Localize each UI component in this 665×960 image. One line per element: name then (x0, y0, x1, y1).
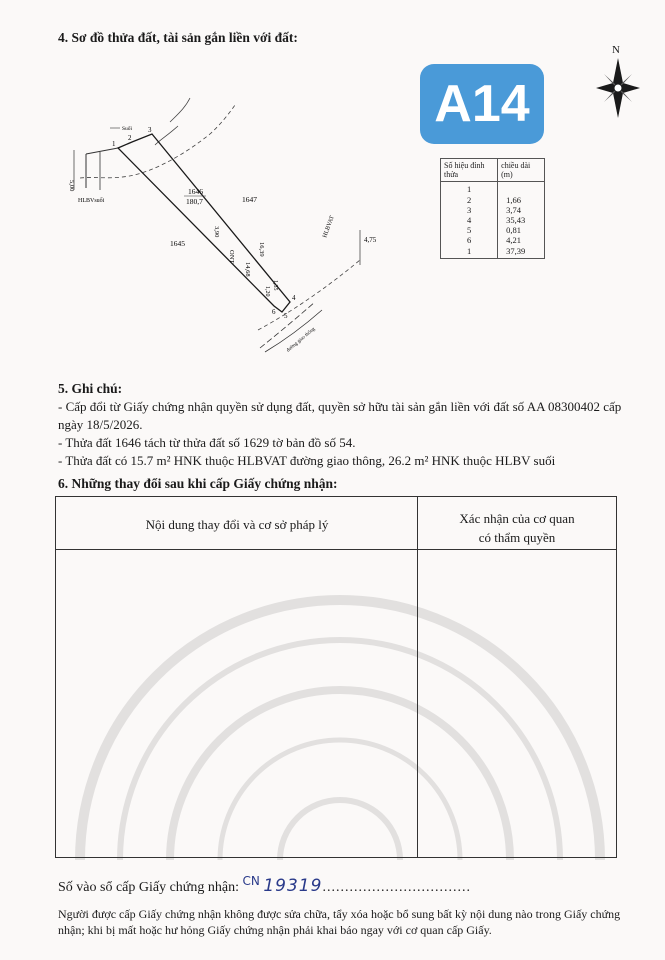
registry-dots: ................................. (322, 880, 471, 895)
registry-number: 19319 (263, 876, 323, 896)
page-badge: A14 (420, 64, 544, 144)
road-edge-1 (260, 302, 315, 348)
registry-prefix: CN (242, 874, 260, 888)
registry-line (58, 876, 471, 896)
stream-bank-line (170, 98, 190, 122)
dim-bottom-b: 1,35 (272, 280, 278, 291)
header-point: Số hiệu đỉnh thửa (441, 159, 498, 182)
vertex-length-table (440, 158, 545, 259)
vertex-6: 6 (272, 308, 276, 316)
section-5-title: 5. Ghi chú: (58, 381, 123, 396)
road-label: đường giao thông (286, 326, 317, 354)
land-use-code: ONT (228, 250, 235, 264)
note-2: - Thửa đất 1646 tách từ thửa đất số 1629 tờ bản đồ số 54. (58, 435, 356, 450)
footer-warning: Người được cấp Giấy chứng nhận không được sửa chữa, tẩy xóa hoặc bổ sung bất kỳ nội dung nào trong Giấy chứng nhận; khi bị mất hoặc hư hỏng Giấy chứng nhận phải khai báo ngay với cơ quan cấp Giấy. (58, 907, 621, 937)
changes-col-content-header: Nội dung thay đổi và cơ sở pháp lý (145, 517, 329, 532)
parcel-area: 180,7 (186, 197, 203, 206)
changes-col-confirm-header: Xác nhận của cơ quan có thẩm quyền (459, 511, 575, 545)
dim-inner-b: 16,39 (258, 242, 265, 257)
dim-right: 4,75 (364, 236, 377, 244)
section-4-title: 4. Sơ đồ thửa đất, tài sản gắn liền với đất: (58, 30, 298, 45)
neighbor-parcel-right: 1647 (242, 195, 257, 204)
notes-section (58, 380, 638, 470)
stream-arrow-label: Suối (122, 126, 133, 132)
parcel-number: 1646 (188, 187, 203, 196)
parcel-plot-diagram (60, 90, 430, 370)
road-corridor-label: HLBVAT (322, 215, 336, 239)
registry-label: Số vào sổ cấp Giấy chứng nhận: (58, 880, 239, 895)
stream-corridor-label: HLBVsuối (78, 198, 105, 204)
note-1: - Cấp đổi từ Giấy chứng nhận quyền sử dụng đất, quyền sở hữu tài sản gắn liền với đất số AA 08300402 cấp ngày 18/5/2026. (58, 399, 622, 432)
dim-left-top: 5,00 (68, 180, 75, 192)
dim-bottom-a: 1,20 (264, 286, 270, 297)
row-length: 1,66 3,74 35,43 0,81 4,21 37,39 (498, 182, 545, 258)
header-length: chiều dài (m) (498, 159, 545, 182)
section-6-title: 6. Những thay đổi sau khi cấp Giấy chứng nhận: (58, 476, 338, 491)
road-corridor-line (258, 260, 360, 330)
vertex-4: 4 (292, 294, 296, 302)
vertex-5: 5 (284, 312, 288, 320)
row-point: 1 2 3 4 5 6 1 (441, 182, 498, 258)
compass-north-label: N (612, 44, 620, 56)
vertex-1: 1 (112, 140, 116, 148)
table-row (441, 182, 545, 258)
dim-inner-c: 14,68 (244, 262, 251, 277)
vertex-3: 3 (148, 126, 152, 134)
dim-inner-a: 3,90 (213, 226, 220, 238)
compass-icon (590, 40, 646, 130)
vertex-2: 2 (128, 134, 132, 142)
neighbor-parcel-left: 1645 (170, 239, 185, 248)
note-3: - Thửa đất có 15.7 m² HNK thuộc HLBVAT đường giao thông, 26.2 m² HNK thuộc HLBV suối (58, 453, 556, 468)
changes-table (55, 496, 617, 858)
